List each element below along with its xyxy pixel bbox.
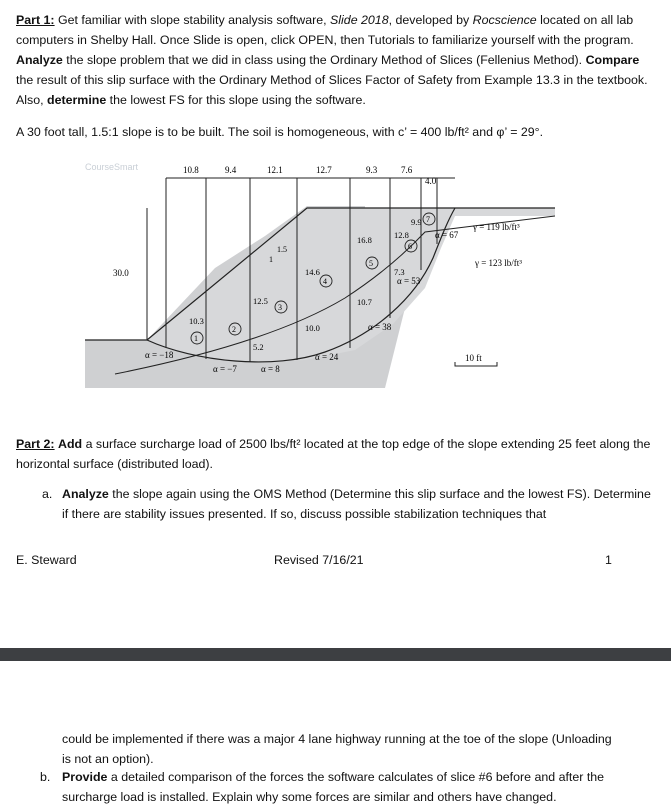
slope-ratio-side: 1 xyxy=(269,255,273,264)
item-b-label: b. xyxy=(40,770,51,784)
alpha-label: α = 53 xyxy=(397,276,421,286)
slice-number: 3 xyxy=(278,303,282,312)
slice-number: 5 xyxy=(369,259,373,268)
page-number: 1 xyxy=(605,553,612,567)
width-label: 9.4 xyxy=(225,165,237,175)
unit-weight-lower: γ = 123 lb/ft³ xyxy=(475,258,522,268)
slice-height: 12.8 xyxy=(394,230,409,240)
width-label: 4.0 xyxy=(425,176,437,186)
item-a-label: a. xyxy=(42,487,53,501)
slice-height: 5.2 xyxy=(253,342,264,352)
alpha-label: α = −7 xyxy=(213,364,237,374)
slice-height: 14.6 xyxy=(305,267,320,277)
slice-number: 2 xyxy=(232,325,236,334)
item-a-text: Analyze the slope again using the OMS Method (Determine this slip surface and the lowest FS). Determine if there are stability issues presented. If so, discuss possible stabilization techniques that xyxy=(62,487,651,521)
height-label: 30.0 xyxy=(113,268,129,278)
watermark: CourseSmart xyxy=(85,162,139,172)
slice-height: 9.9 xyxy=(411,217,422,227)
width-label: 10.8 xyxy=(183,165,199,175)
page-divider xyxy=(0,648,671,662)
slope-ratio-top: 1.5 xyxy=(277,245,287,254)
part2-paragraph: Part 2: Add a surface surcharge load of 2500 lbs/ft² located at the top edge of the slope extending 25 feet along the horizontal surface (distributed load). xyxy=(16,437,651,471)
part2-heading: Part 2: xyxy=(16,437,55,451)
scale-bar: 10 ft xyxy=(465,353,482,363)
width-label: 7.6 xyxy=(401,165,413,175)
slice-height: 10.7 xyxy=(357,297,372,307)
slice-number: 7 xyxy=(426,215,430,224)
footer-author: E. Steward xyxy=(16,553,77,567)
slice-height: 10.0 xyxy=(305,323,320,333)
alpha-label: α = 38 xyxy=(368,322,392,332)
alpha-label: α = 8 xyxy=(261,364,280,374)
slice-height: 12.5 xyxy=(253,296,268,306)
problem-statement: A 30 foot tall, 1.5:1 slope is to be built. The soil is homogeneous, with c’ = 400 lb/ft² and φ’ = 29°. xyxy=(16,125,544,139)
slice-height: 7.3 xyxy=(394,267,405,277)
width-label: 12.7 xyxy=(316,165,332,175)
footer-revised: Revised 7/16/21 xyxy=(274,553,364,567)
item-b-text: Provide a detailed comparison of the forces the software calculates of slice #6 before and after the surcharge load is installed. Explain why some forces are similar and others have changed. xyxy=(62,770,605,804)
part1-paragraph: Part 1: Get familiar with slope stability analysis software, Slide 2018, developed by Rocscience located on all lab computers in Shelby Hall. Once Slide is open, click OPEN, then Tutorials to familiarize yourself with the program. Analyze the slope problem that we did in class using the Ordinary Method of Slices (Fellenius Method). Compare the result of this slip surface with the Ordinary Method of Slices Factor of Safety from Example 13.3 in the textbook. Also, determine the lowest FS for this slope using the software. xyxy=(16,13,648,107)
unit-weight-upper: γ = 119 lb/ft³ xyxy=(473,222,520,232)
width-label: 12.1 xyxy=(267,165,283,175)
alpha-label: α = −18 xyxy=(145,350,174,360)
slice-height: 10.3 xyxy=(189,316,204,326)
item-a-continuation: could be implemented if there was a major 4 lane highway running at the toe of the slope (Unloading is not an option). xyxy=(62,732,612,766)
alpha-label: α = 24 xyxy=(315,352,339,362)
slice-number: 4 xyxy=(323,277,327,286)
alpha-label: α = 67 xyxy=(435,230,459,240)
slice-number: 6 xyxy=(408,242,412,251)
document-page xyxy=(0,661,671,811)
slice-height: 16.8 xyxy=(357,235,372,245)
part1-heading: Part 1: xyxy=(16,13,55,27)
slice-number: 1 xyxy=(194,334,198,343)
width-label: 9.3 xyxy=(366,165,378,175)
slope-figure xyxy=(85,148,555,388)
